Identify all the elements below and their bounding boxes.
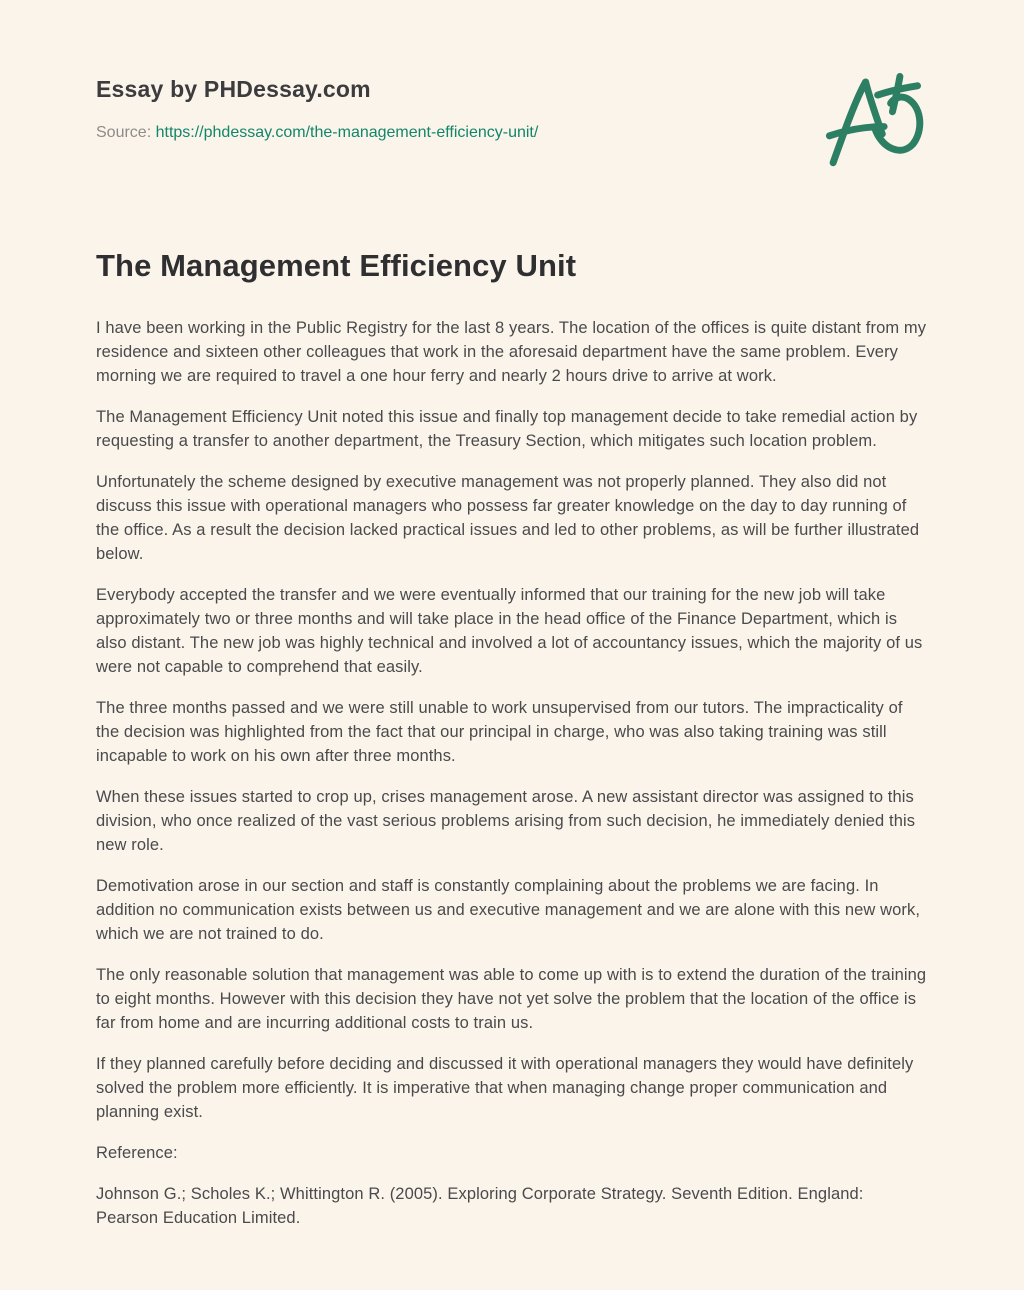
reference-label: Reference: [96, 1144, 178, 1162]
phdessay-a-plus-logo-icon [821, 70, 925, 172]
source-line [96, 124, 538, 142]
source-label: Source: [96, 124, 152, 141]
essay-paragraph: The Management Efficiency Unit noted this issue and finally top management decide to take remedial action by requesting a transfer to another department, the Treasury Section, which mitigates such location problem. [96, 408, 918, 450]
essay-paragraph: Demotivation arose in our section and staff is constantly complaining about the problems we are facing. In addition no communication exists between us and executive management and we are alone with this new work, which we are not trained to do. [96, 877, 921, 943]
header-text-block [96, 74, 538, 142]
essay-body [96, 316, 927, 1230]
reference-entry: Johnson G.; Scholes K.; Whittington R. (2005). Exploring Corporate Strategy. Seventh Edition. England: Pearson Education Limited. [96, 1185, 864, 1227]
essay-title: The Management Efficiency Unit [96, 248, 577, 283]
page-header [96, 74, 927, 172]
source-url-link[interactable]: https://phdessay.com/the-management-efficiency-unit/ [155, 124, 539, 141]
essay-paragraph: The only reasonable solution that management was able to come up with is to extend the duration of the training to eight months. However with this decision they have not yet solve the problem that the location of the office is far from home and are incurring additional costs to train us. [96, 966, 927, 1032]
essay-paragraph: The three months passed and we were still unable to work unsupervised from our tutors. The impracticality of the decision was highlighted from the fact that our principal in charge, who was also taking training was still incapable to work on his own after three months. [96, 699, 903, 765]
site-heading: Essay by PHDessay.com [96, 76, 371, 102]
essay-paragraph: Everybody accepted the transfer and we were eventually informed that our training for the new job will take approximately two or three months and will take place in the head office of the Finance Department, which is also distant. The new job was highly technical and involved a lot of accountancy issues, which the majority of us were not capable to comprehend that easily. [96, 586, 923, 676]
essay-paragraph: Unfortunately the scheme designed by executive management was not properly planned. They also did not discuss this issue with operational managers who possess far greater knowledge on the day to day running of the office. As a result the decision lacked practical issues and led to other problems, as will be further illustrated below. [96, 473, 920, 563]
essay-paragraph: When these issues started to crop up, crises management arose. A new assistant director was assigned to this division, who once realized of the vast serious problems arising from such decision, he immediately denied this new role. [96, 788, 916, 854]
essay-paragraph: If they planned carefully before deciding and discussed it with operational managers they would have definitely solved the problem more efficiently. It is imperative that when managing change proper communication and planning exist. [96, 1055, 914, 1121]
essay-paragraph: I have been working in the Public Registry for the last 8 years. The location of the offices is quite distant from my residence and sixteen other colleagues that work in the aforesaid department have the same problem. Every morning we are required to travel a one hour ferry and nearly 2 hours drive to arrive at work. [96, 319, 927, 385]
